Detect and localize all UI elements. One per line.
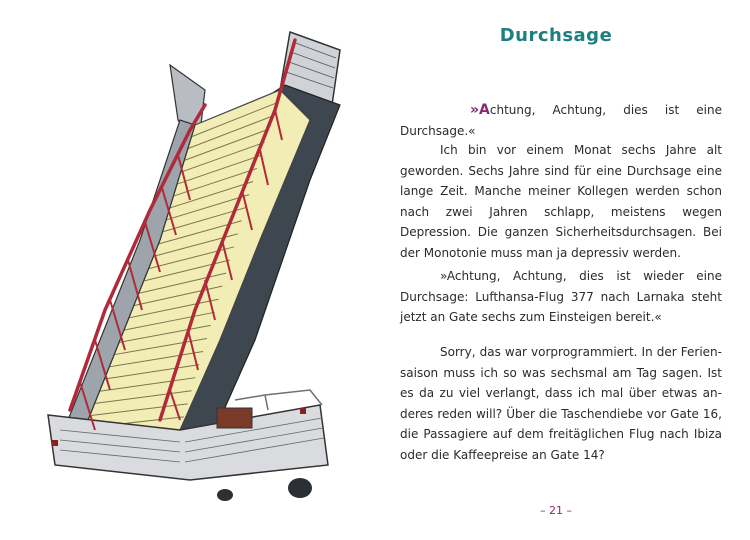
lead-quote-mark: » [470, 102, 480, 118]
lead-initial: A [479, 102, 490, 118]
paragraph-3: Sorry, das war vorprogrammiert. In der Feriensaison muss ich so was sechsmal am Tag sagen. Ist es da zu viel verlangt, dass ich mal über etwas anderes reden will? Über die Taschendiebe vor Gate 16, die Passagiere auf dem freitäglichen Flug nach Ibiza oder die Kaffeepreise an Gate 14? [400, 345, 722, 462]
paragraph-1: Ich bin vor einem Monat sechs Jahre alt geworden. Sechs Jahre sind für eine Durchsage eine lange Zeit. Manche meiner Kollegen werden schon nach zwei Jahren schlapp, meistens wegen Depression. Die ganzen Sicherheitsdurchsagen. Bei der Monotonie muss man ja depressiv werden. [400, 143, 722, 260]
lead-text: chtung, Achtung, dies ist eine Durchsage.« [400, 103, 722, 138]
chapter-title: Durchsage [499, 25, 613, 46]
lead-announcement [400, 100, 722, 141]
paragraph-2: »Achtung, Achtung, dies ist wieder eine Durchsage: Lufthansa-Flug 377 nach Larnaka steht jetzt an Gate sechs zum Einsteigen bereit.« [400, 269, 722, 324]
boarding-stairs-illustration [10, 10, 360, 520]
page-number: – 21 – [540, 504, 572, 517]
text-page [380, 0, 732, 540]
